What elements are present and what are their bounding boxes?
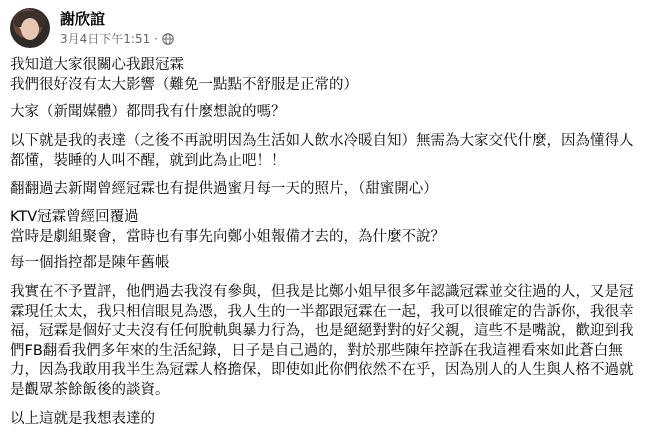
text-line: 以上這就是我想表達的 [10, 411, 155, 427]
paragraph-5 [10, 208, 445, 247]
paragraph-6 [10, 254, 170, 274]
text-line: 力，因為我敢用我半生為冠霖人格擔保，即使如此你們依然不在乎，因為別人的人生與人格不過就 [10, 362, 634, 379]
paragraph-3 [10, 132, 634, 171]
post-header [10, 7, 174, 49]
text-line: 每一個指控都是陳年舊帳 [10, 255, 170, 271]
globe-icon[interactable] [162, 33, 174, 45]
text-line: 我知道大家很關心我跟冠霖 [10, 57, 184, 73]
text-line: 是觀眾茶餘飯後的談資。 [10, 381, 170, 398]
post-subline [60, 31, 174, 47]
paragraph-2 [10, 103, 286, 123]
avatar-face [21, 18, 39, 40]
paragraph-8 [10, 410, 155, 430]
author-avatar[interactable] [10, 8, 50, 48]
text-line: 霖現任太太，我只相信眼見為憑，我人生的一半都跟冠霖在一起，我可以很確定的告訴你，我很幸 [10, 303, 634, 320]
text-line: KTV冠霖曾經回覆過 [10, 209, 139, 225]
text-line: 福，冠霖是個好丈夫沒有任何脫軌與暴力行為，也是絕絕對對的好父親，這些不是嘴說，歡迎到我 [10, 323, 634, 340]
meta-separator: · [154, 31, 159, 46]
text-line: 我實在不予置評，他們過去我沒有參與，但我是比鄭小姐早很多年認識冠霖並交往過的人，又是冠 [10, 284, 634, 300]
text-line: 我們很好沒有太大影響（難免一點點不舒服是正常的） [10, 76, 358, 93]
post-timestamp[interactable]: 3月4日下午1:51 [60, 31, 151, 46]
post-meta [60, 10, 174, 47]
text-line: 都懂，裝睡的人叫不醒，就到此為止吧！！ [10, 152, 286, 169]
text-line: 們FB翻看我們多年來的生活紀錄，日子是自己過的，對於那些陳年控訴在我這裡看來如此蒼白無 [10, 342, 623, 359]
paragraph-7 [10, 283, 662, 401]
text-line: 以下就是我的表達（之後不再說明因為生活如人飲水冷暖自知）無需為大家交代什麼，因為懂得人 [10, 133, 634, 149]
author-name[interactable]: 謝欣誼 [60, 9, 106, 28]
text-line: 翻翻過去新聞曾經冠霖也有提供過蜜月每一天的照片，（甜蜜開心） [10, 181, 438, 197]
paragraph-4 [10, 180, 438, 200]
paragraph-1 [10, 56, 358, 95]
text-line: 大家（新聞媒體）都問我有什麼想說的嗎？ [10, 104, 286, 120]
text-line: 當時是劇組聚會，當時也有事先向鄭小姐報備才去的，為什麼不說？ [10, 228, 445, 245]
